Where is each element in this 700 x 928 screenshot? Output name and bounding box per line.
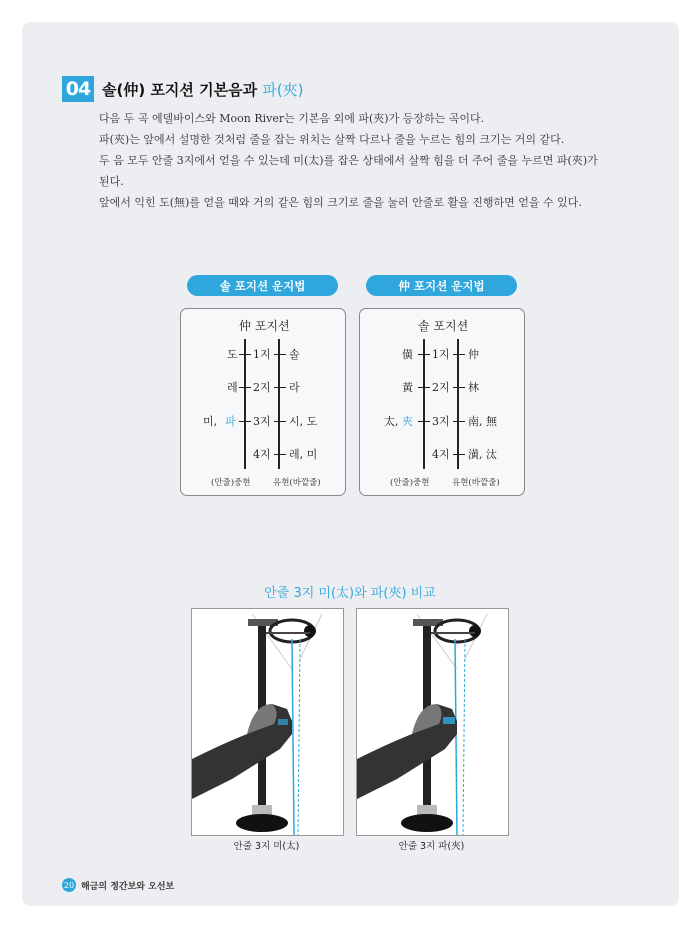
tick — [453, 354, 465, 355]
tick — [239, 354, 251, 355]
inner-string-line — [423, 339, 425, 469]
foot-label-right: 유현(바깥줄) — [452, 478, 500, 488]
chart-heading: 솔 포지션 — [418, 319, 469, 333]
tick — [418, 354, 430, 355]
photo-caption-mi: 안줄 3지 미(太) — [233, 841, 300, 852]
finger-label: 2지 — [253, 381, 271, 394]
note-left: 太, — [384, 415, 399, 428]
finger-label: 3지 — [253, 415, 271, 428]
tick — [274, 387, 286, 388]
tick — [453, 454, 465, 455]
body-text — [99, 108, 639, 213]
finger-label: 1지 — [432, 348, 450, 361]
haegeum-hand-photo — [192, 609, 343, 835]
foot-label-left: (안줄)중현 — [390, 478, 430, 488]
tick — [239, 421, 251, 422]
section-heading — [62, 76, 304, 102]
fingering-chart-left — [180, 308, 346, 496]
tick — [274, 354, 286, 355]
note-right: 仲 — [468, 348, 479, 361]
finger-label: 4지 — [253, 448, 271, 461]
inner-string-line — [244, 339, 246, 469]
note-left: 黃 — [402, 381, 413, 394]
outer-string-line — [457, 339, 459, 469]
tick — [418, 421, 430, 422]
page-footer — [62, 878, 174, 892]
tick — [453, 387, 465, 388]
section-number: 04 — [62, 76, 94, 102]
fingering-pill-left: 솔 포지션 운지법 — [187, 275, 338, 296]
note-left-highlight: 夾 — [402, 415, 413, 428]
tick — [274, 421, 286, 422]
note-right: 라 — [289, 381, 300, 394]
note-left: 미, — [203, 415, 218, 428]
finger-label: 3지 — [432, 415, 450, 428]
section-title-highlight: 파(夾) — [262, 80, 304, 99]
haegeum-hand-photo — [357, 609, 508, 835]
fingering-chart-right — [359, 308, 525, 496]
note-left: 도 — [227, 348, 238, 361]
note-right: 潢, 汰 — [468, 448, 497, 461]
tick — [239, 387, 251, 388]
note-left-highlight: 파 — [225, 415, 236, 428]
note-right: 南, 無 — [468, 415, 497, 428]
note-left: 僙 — [402, 348, 413, 361]
paragraph-line: 앞에서 익힌 도(無)를 얻을 때와 거의 같은 힘의 크기로 줄을 눌러 안줄로 활을 진행하면 얻을 수 있다. — [99, 196, 582, 209]
outer-string-line — [278, 339, 280, 469]
tick — [453, 421, 465, 422]
finger-label: 2지 — [432, 381, 450, 394]
paragraph-line: 된다. — [99, 175, 124, 188]
tick — [418, 387, 430, 388]
foot-label-right: 유현(바깥줄) — [273, 478, 321, 488]
tick — [274, 454, 286, 455]
note-right: 레, 미 — [289, 448, 318, 461]
section-title — [102, 79, 304, 100]
foot-label-left: (안줄)중현 — [211, 478, 251, 488]
note-right: 솔 — [289, 348, 300, 361]
note-right: 시, 도 — [289, 415, 318, 428]
photo-mi — [191, 608, 344, 836]
paragraph-line: 파(夾)는 앞에서 설명한 것처럼 줄을 잡는 위치는 살짝 다르나 줄을 누르는 힘의 크기는 거의 같다. — [99, 133, 565, 146]
chart-heading: 仲 포지션 — [239, 319, 290, 333]
section-title-text: 솔(仲) 포지션 기본음과 — [102, 80, 258, 99]
fingering-pill-right: 仲 포지션 운지법 — [366, 275, 517, 296]
finger-label: 4지 — [432, 448, 450, 461]
page-number: 20 — [62, 878, 76, 892]
photo-pa — [356, 608, 509, 836]
comparison-title: 안줄 3지 미(太)와 파(夾) 비교 — [264, 586, 436, 601]
note-right: 林 — [468, 381, 479, 394]
note-left: 레 — [227, 381, 238, 394]
paragraph-line: 다음 두 곡 에델바이스와 Moon River는 기본음 외에 파(夾)가 등장하는 곡이다. — [99, 112, 485, 125]
book-title: 해금의 정간보와 오선보 — [81, 881, 175, 892]
photo-caption-pa: 안줄 3지 파(夾) — [398, 841, 465, 852]
paragraph-line: 두 음 모두 안줄 3지에서 얻을 수 있는데 미(太)를 잡은 상태에서 살짝 힘을 더 주어 줄을 누르면 파(夾)가 — [99, 154, 598, 167]
finger-label: 1지 — [253, 348, 271, 361]
